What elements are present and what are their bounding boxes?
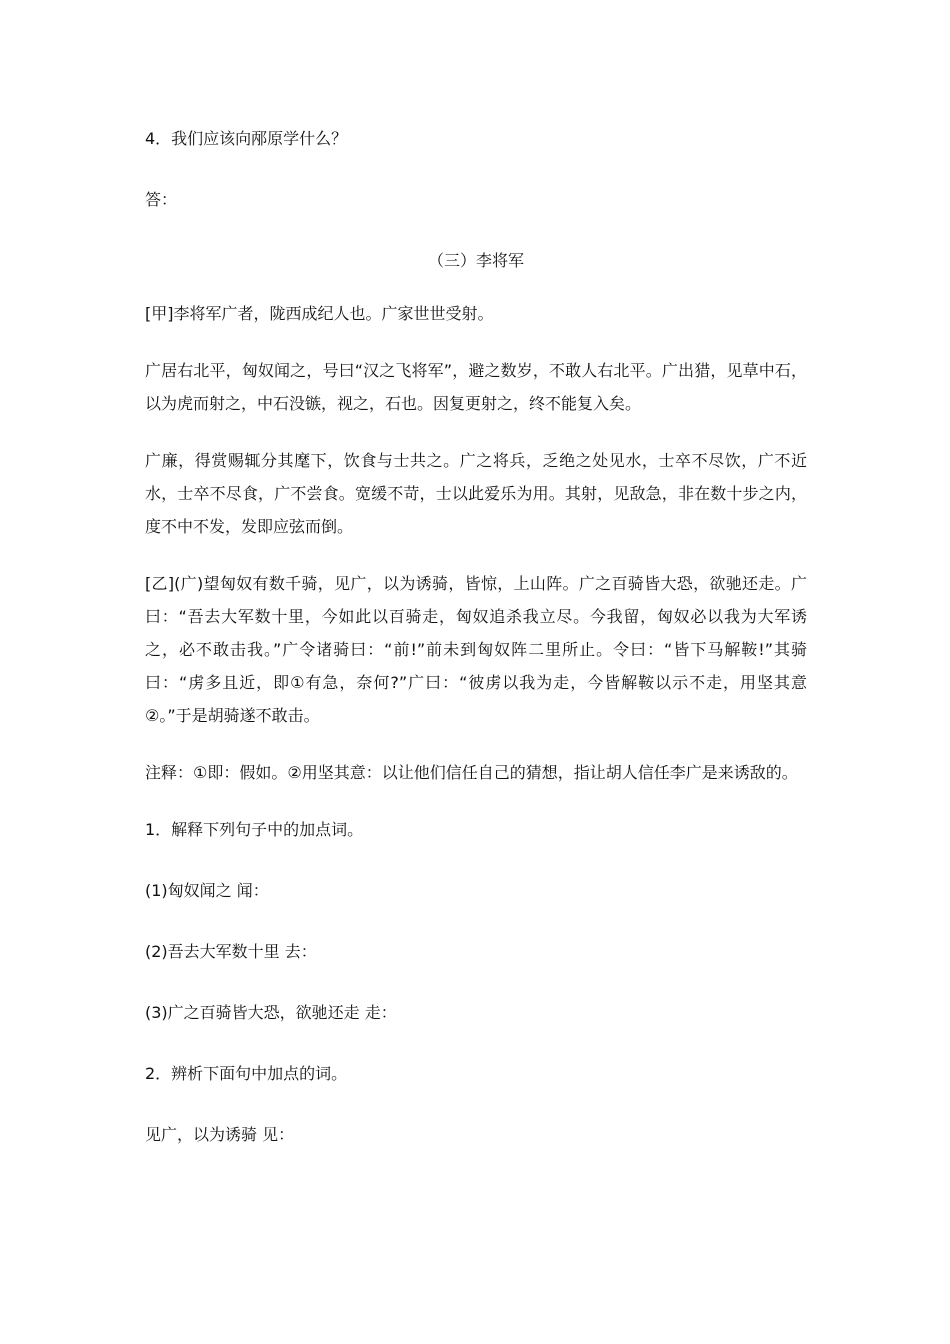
- question-4: 4．我们应该向邴原学什么？: [145, 129, 348, 148]
- answer-label: 答：: [145, 190, 178, 209]
- question-1-item-3: (3)广之百骑皆大恐，欲驰还走 走：: [145, 1003, 397, 1022]
- question-2: 2．辨析下面句中加点的词。: [145, 1064, 348, 1083]
- passage-paragraph-4: [乙](广)望匈奴有数千骑，见广，以为诱骑，皆惊，上山阵。广之百骑皆大恐，欲驰还走。广曰：“吾去大军数十里，今如此以百骑走，匈奴追杀我立尽。今我留，匈奴必以我为大军诱之，必不敢击我。”广令诸骑曰：“前!”前未到匈奴阵二里所止。令曰：“皆下马解鞍!”其骑曰：“虏多且近，即①有急，奈何?”广曰：“彼虏以我为走，今皆解鞍以示不走，用坚其意②。”于是胡骑遂不敢击。: [145, 574, 807, 725]
- question-1-item-1: (1)匈奴闻之 闻：: [145, 881, 269, 900]
- document-body: [145, 122, 807, 1179]
- question-1-item-2: (2)吾去大军数十里 去：: [145, 942, 317, 961]
- footnote: 注释：①即：假如。②用坚其意：以让他们信任自己的猜想，指让胡人信任李广是来诱敌的。: [145, 763, 798, 782]
- passage-paragraph-3: 广廉，得赏赐辄分其麾下，饮食与士共之。广之将兵，乏绝之处见水，士卒不尽饮，广不近水，士卒不尽食，广不尝食。宽缓不苛，士以此爱乐为用。其射，见敌急，非在数十步之内，度不中不发，发即应弦而倒。: [145, 451, 807, 536]
- passage-paragraph-1: [甲]李将军广者，陇西成纪人也。广家世世受射。: [145, 304, 494, 323]
- question-1: 1．解释下列句子中的加点词。: [145, 820, 364, 839]
- section-title: （三）李将军: [427, 251, 524, 270]
- question-2-item-1: 见广，以为诱骑 见：: [145, 1125, 295, 1144]
- passage-paragraph-2: 广居右北平，匈奴闻之，号曰“汉之飞将军”，避之数岁，不敢人右北平。广出猎，见草中石，以为虎而射之，中石没镞，视之，石也。因复更射之，终不能复入矣。: [145, 361, 807, 413]
